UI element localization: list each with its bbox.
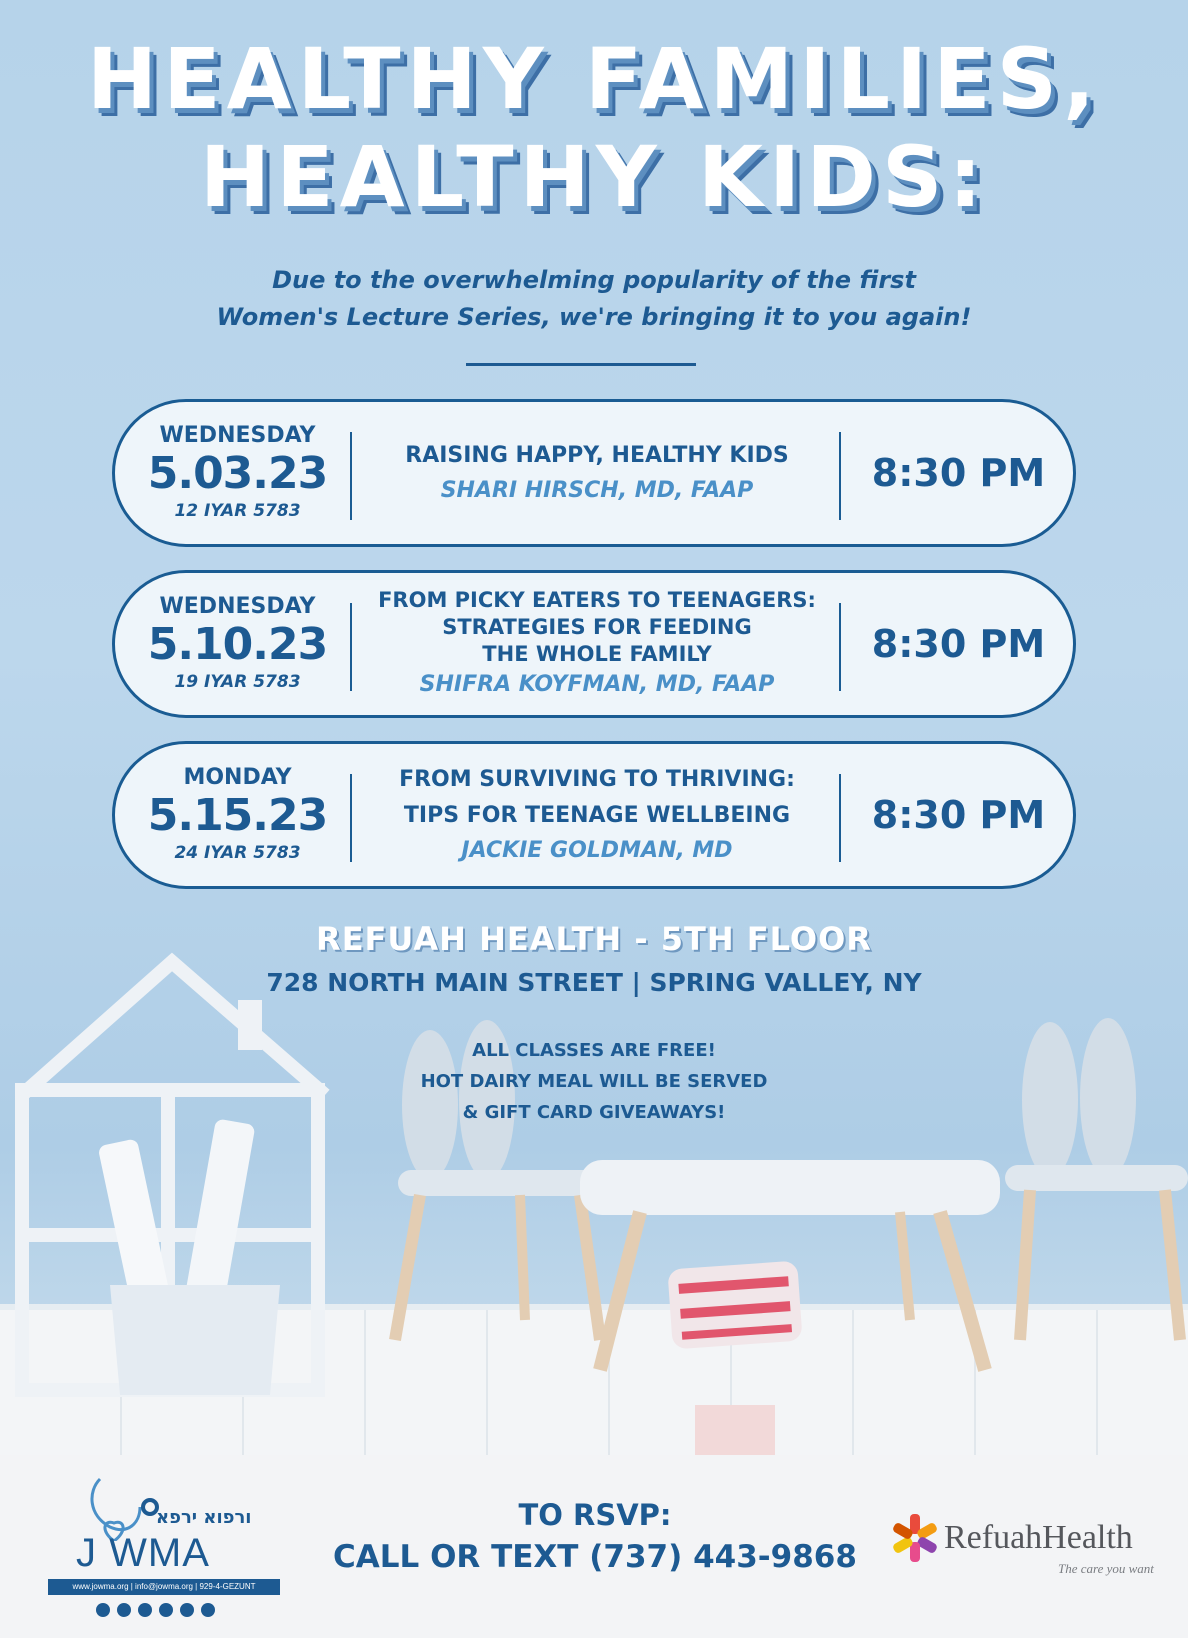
footer bbox=[0, 1455, 1188, 1638]
lecture-date bbox=[115, 573, 360, 715]
toy-block bbox=[695, 1405, 775, 1455]
lecture-date-number: 5.10.23 bbox=[147, 619, 328, 670]
subtitle bbox=[0, 262, 1188, 336]
instagram-icon[interactable] bbox=[117, 1603, 131, 1617]
rsvp-block bbox=[330, 1495, 860, 1579]
lecture-topic-line: FROM PICKY EATERS TO TEENAGERS: bbox=[378, 587, 816, 612]
social-icons bbox=[96, 1603, 215, 1617]
lecture-weekday: WEDNESDAY bbox=[159, 594, 316, 619]
divider bbox=[466, 363, 696, 366]
refuah-wordmark: RefuahHealth bbox=[944, 1519, 1133, 1556]
refuah-health-logo bbox=[888, 1511, 1168, 1591]
lecture-time-block bbox=[841, 744, 1076, 886]
podcast-icon[interactable] bbox=[180, 1603, 194, 1617]
venue-name: REFUAH HEALTH - 5TH FLOOR bbox=[316, 920, 872, 958]
refuah-tagline: The care you want bbox=[1058, 1561, 1154, 1576]
jowma-contact-line: www.jowma.org | info@jowma.org | 929-4-GEZUNT bbox=[48, 1579, 280, 1595]
youtube-icon[interactable] bbox=[138, 1603, 152, 1617]
lecture-weekday: MONDAY bbox=[183, 765, 292, 790]
lecture-date bbox=[115, 402, 360, 544]
jowma-logo bbox=[40, 1471, 290, 1631]
lecture-time-block bbox=[841, 402, 1076, 544]
play-icon[interactable] bbox=[201, 1603, 215, 1617]
perks bbox=[0, 1035, 1188, 1128]
lecture-time-block bbox=[841, 573, 1076, 715]
separator bbox=[350, 774, 352, 862]
venue-address: 728 NORTH MAIN STREET | SPRING VALLEY, NY bbox=[266, 968, 922, 997]
title-line-1: HEALTHY FAMILIES, bbox=[86, 30, 1102, 128]
lecture-speaker: SHARI HIRSCH, MD, FAAP bbox=[440, 478, 754, 503]
playroom-illustration bbox=[0, 940, 1188, 1455]
lecture-topic-line: FROM SURVIVING TO THRIVING: bbox=[399, 767, 795, 792]
paper-roll-bucket bbox=[98, 1118, 280, 1395]
lecture-time: 8:30 PM bbox=[871, 451, 1046, 495]
lecture-topic bbox=[355, 402, 839, 544]
jowma-hebrew-text: ורפוא ירפא bbox=[156, 1507, 252, 1528]
facebook-icon[interactable] bbox=[96, 1603, 110, 1617]
lecture-topic-line: THE WHOLE FAMILY bbox=[482, 641, 712, 666]
lecture-speaker: JACKIE GOLDMAN, MD bbox=[461, 838, 733, 863]
lecture-hebrew-date: 19 IYAR 5783 bbox=[174, 672, 301, 692]
lecture-topic-line: STRATEGIES FOR FEEDING bbox=[442, 614, 752, 639]
lecture-card bbox=[112, 399, 1076, 547]
rsvp-phone: CALL OR TEXT (737) 443-9868 bbox=[333, 1539, 857, 1575]
separator bbox=[350, 432, 352, 520]
lecture-topic-line: RAISING HAPPY, HEALTHY KIDS bbox=[405, 443, 789, 468]
lecture-date bbox=[115, 744, 360, 886]
lecture-hebrew-date: 24 IYAR 5783 bbox=[174, 843, 301, 863]
refuah-flower-icon bbox=[888, 1511, 942, 1565]
lecture-time: 8:30 PM bbox=[871, 622, 1046, 666]
perk-line: HOT DAIRY MEAL WILL BE SERVED bbox=[420, 1071, 768, 1092]
lecture-speaker: SHIFRA KOYFMAN, MD, FAAP bbox=[419, 671, 775, 697]
separator bbox=[350, 603, 352, 691]
poster-title bbox=[0, 30, 1188, 226]
spotify-icon[interactable] bbox=[159, 1603, 173, 1617]
lecture-time: 8:30 PM bbox=[871, 793, 1046, 837]
perk-line: & GIFT CARD GIVEAWAYS! bbox=[462, 1102, 726, 1123]
lecture-date-number: 5.15.23 bbox=[147, 790, 328, 841]
perk-line: ALL CLASSES ARE FREE! bbox=[472, 1040, 716, 1061]
lecture-hebrew-date: 12 IYAR 5783 bbox=[174, 501, 301, 521]
rsvp-heading: TO RSVP: bbox=[518, 1498, 672, 1532]
lecture-topic-line: TIPS FOR TEENAGE WELLBEING bbox=[403, 803, 791, 828]
striped-pillow bbox=[667, 1261, 802, 1350]
lecture-card bbox=[112, 570, 1076, 718]
subtitle-line-1: Due to the overwhelming popularity of the first bbox=[272, 266, 916, 294]
lecture-card bbox=[112, 741, 1076, 889]
lecture-topic bbox=[355, 744, 839, 886]
lecture-date-number: 5.03.23 bbox=[147, 448, 328, 499]
lecture-weekday: WEDNESDAY bbox=[159, 423, 316, 448]
lecture-topic bbox=[355, 573, 839, 715]
subtitle-line-2: Women's Lecture Series, we're bringing it to you again! bbox=[216, 303, 972, 331]
title-line-2: HEALTHY KIDS: bbox=[199, 128, 989, 226]
jowma-wordmark: J WMA bbox=[76, 1531, 210, 1575]
